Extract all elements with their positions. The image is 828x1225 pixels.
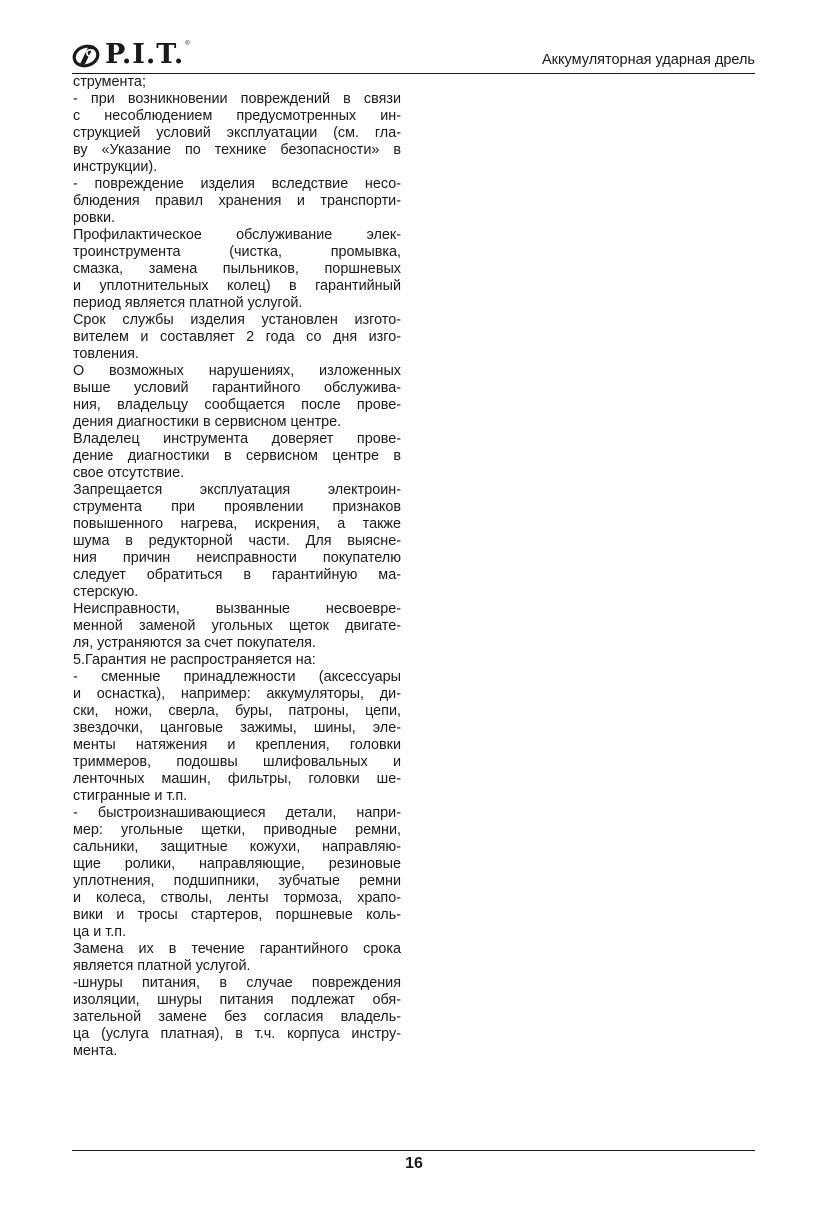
body-text-line: Владелец инструмента доверяет прове- [73, 431, 401, 447]
body-text-line: ца (услуга платная), в т.ч. корпуса инстру- [73, 1026, 401, 1042]
body-text-line: -шнуры питания, в случае повреждения [73, 975, 401, 991]
body-text-line: повышенного нагрева, искрения, а также [73, 516, 401, 532]
body-text-line: О возможных нарушениях, изложенных [73, 363, 401, 379]
body-text-line: - повреждение изделия вследствие несо- [73, 176, 401, 192]
body-text-column [73, 74, 401, 1060]
document-title: Аккумуляторная ударная дрель [542, 52, 755, 68]
body-text-line: 5.Гарантия не распространяется на: [73, 652, 316, 668]
body-text-line: инструкции). [73, 159, 158, 175]
body-text-line: является платной услугой. [73, 958, 251, 974]
body-text-line: ву «Указание по технике безопасности» в [73, 142, 401, 158]
brand-name: P.I.T. [105, 39, 185, 70]
body-text-line: Срок службы изделия установлен изгото- [73, 312, 401, 328]
body-text-line: выше условий гарантийного обслужива- [73, 380, 401, 396]
body-text-line: троинструмента (чистка, промывка, [73, 244, 401, 260]
body-text-line: ца и т.п. [73, 924, 127, 940]
body-text-line: щие ролики, направляющие, резиновые [73, 856, 401, 872]
body-text-line: шума в редукторной части. Для выясне- [73, 533, 401, 549]
body-text-line: Замена их в течение гарантийного срока [73, 941, 401, 957]
body-text-line: струмента; [73, 74, 146, 90]
page-number: 16 [405, 1155, 423, 1172]
body-text-line: - быстроизнашивающиеся детали, напри- [73, 805, 401, 821]
body-text-line: стигранные и т.п. [73, 788, 188, 804]
body-text-line: - сменные принадлежности (аксессуары [73, 669, 401, 685]
body-text-line: ровки. [73, 210, 115, 226]
body-text-line: дения диагностики в сервисном центре. [73, 414, 342, 430]
body-text-line: струмента при проявлении признаков [73, 499, 401, 515]
body-text-line: Запрещается эксплуатация электроин- [73, 482, 401, 498]
body-text-line: ленточных машин, фильтры, головки ше- [73, 771, 401, 787]
body-text-line: звездочки, цанговые зажимы, шины, эле- [73, 720, 401, 736]
body-text-line: Профилактическое обслуживание элек- [73, 227, 401, 243]
body-text-line: следует обратиться в гарантийную ма- [73, 567, 401, 583]
body-text-line: ски, ножи, сверла, буры, патроны, цепи, [73, 703, 401, 719]
body-text-line: дение диагностики в сервисном центре в [73, 448, 401, 464]
body-text-line: ния, владельцу сообщается после прове- [73, 397, 401, 413]
body-text-line: блюдения правил хранения и транспорти- [73, 193, 401, 209]
footer-divider [72, 1150, 755, 1151]
body-text-line: Неисправности, вызванные несвоевре- [73, 601, 401, 617]
body-text-line: зательной замене без согласия владель- [73, 1009, 401, 1025]
body-text-line: изоляции, шнуры питания подлежат обя- [73, 992, 401, 1008]
body-text-line: и уплотнительных колец) в гарантийный [73, 278, 401, 294]
body-text-line: струкцией условий эксплуатации (см. гла- [73, 125, 401, 141]
body-text-line: с несоблюдением предусмотренных ин- [73, 108, 401, 124]
body-text-line: и колеса, стволы, ленты тормоза, храпо- [73, 890, 401, 906]
body-text-line: ния причин неисправности покупателю [73, 550, 401, 566]
body-text-line: ля, устраняются за счет покупателя. [73, 635, 316, 651]
body-text-line: свое отсутствие. [73, 465, 185, 481]
body-text-line: товления. [73, 346, 139, 362]
body-text-line: - при возникновении повреждений в связи [73, 91, 401, 107]
pit-logo-icon [72, 42, 102, 68]
body-text-line: и оснастка), например: аккумуляторы, ди- [73, 686, 401, 702]
body-text-line: сальники, защитные кожухи, направляю- [73, 839, 401, 855]
page-header [72, 38, 755, 72]
body-text-line: период является платной услугой. [73, 295, 303, 311]
body-text-line: менной заменой угольных щеток двигате- [73, 618, 401, 634]
body-text-line: вики и тросы стартеров, поршневые коль- [73, 907, 401, 923]
body-text-line: уплотнения, подшипники, зубчатые ремни [73, 873, 401, 889]
body-text-line: стерскую. [73, 584, 139, 600]
brand-logo [72, 38, 190, 68]
body-text-line: вителем и составляет 2 года со дня изго- [73, 329, 401, 345]
body-text-line: триммеров, подошвы шлифовальных и [73, 754, 401, 770]
body-text-line: менты натяжения и крепления, головки [73, 737, 401, 753]
registered-mark: ® [185, 41, 190, 47]
body-text-line: мер: угольные щетки, приводные ремни, [73, 822, 401, 838]
body-text-line: смазка, замена пыльников, поршневых [73, 261, 401, 277]
body-text-line: мента. [73, 1043, 118, 1059]
